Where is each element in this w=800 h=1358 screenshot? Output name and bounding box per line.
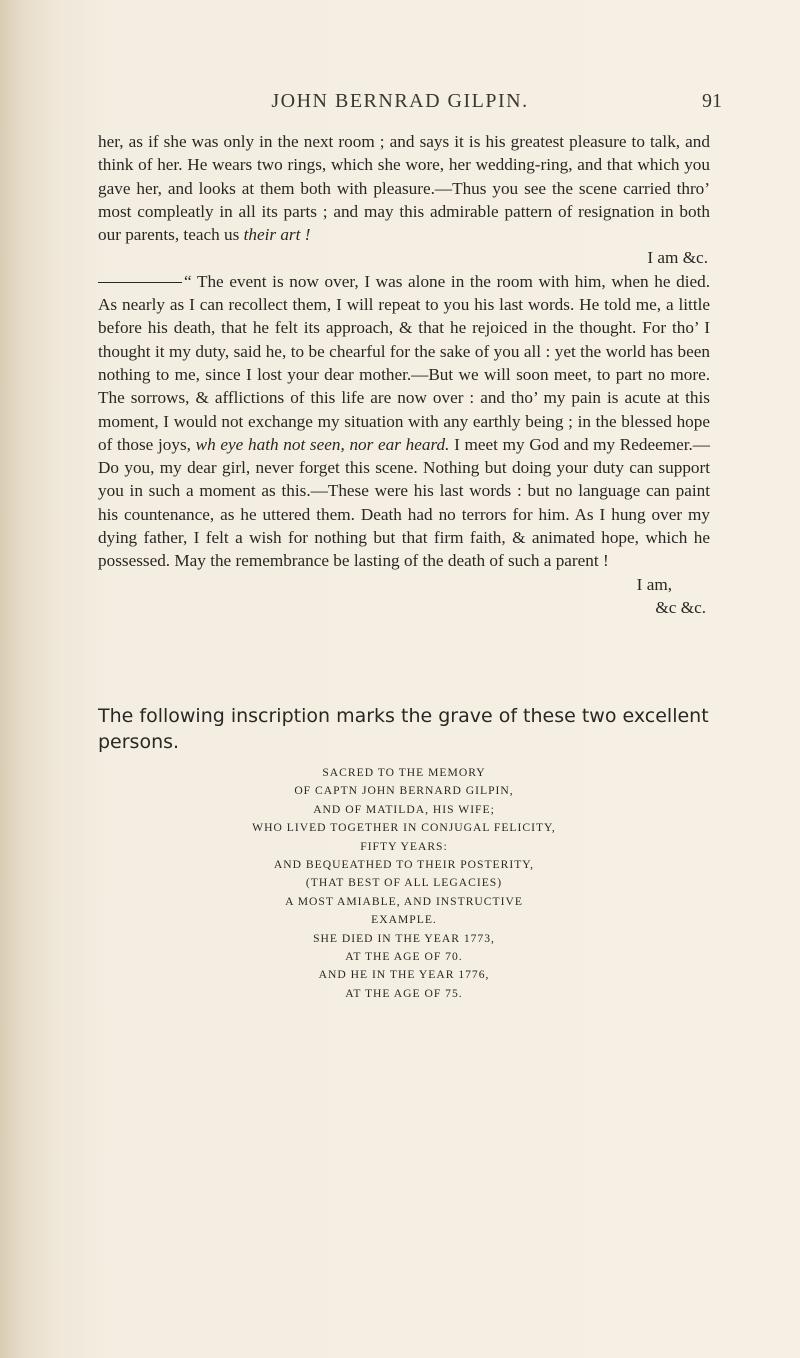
letter-1-text: her, as if she was only in the next room ; and says it is his greatest pleasure to talk, and think of her. He wears two rings, which she wore, her wedding-ring, and that which you gave her, and looks at them both with pleasure.—Thus you see the scene carried thro’ most compleatly in all its parts ; and may this admirable pattern of resignation in both our parents, teach us [98, 132, 710, 245]
letter-2-text: “ The event is now over, I was alone in the room with him, when he died. As nearly as I can recollect them, I will repeat to you his last words. He told me, a little before his death, that he felt its approach, & that he rejoiced in the thought. For tho’ I thought it my duty, said he, to be chearful for the sake of you all : yet the world has been nothing to me, since I lost your dear mother.—But we will soon meet, to part no more. The sorrows, & afflictions of this life are now over : and tho’ my pain is acute at this moment, I would not exchange my situation with any earthly being ; in the blessed hope of those joys, [98, 271, 710, 454]
letter-2-continuation: I meet my God and my Redeemer.—Do you, my dear girl, never forget this scene. Nothing but doing your duty can support you in such a moment as this.—These were his last words : but no language can paint his countenance, as he uttered them. Death had no terrors for him. As I hung over my dying father, I felt a wish for nothing but that firm faith, & animated hope, which he possessed. May the remembrance be lasting of the death of such a parent ! [98, 434, 710, 571]
letter-2-closing-2: &c &c. [655, 597, 706, 617]
running-head [0, 90, 800, 120]
inscription-line: (THAT BEST OF ALL LEGACIES) [305, 876, 503, 890]
inscription-line: AT THE AGE OF 75. [345, 986, 463, 1000]
inscription-line: AND OF MATILDA, HIS WIFE; [313, 802, 495, 816]
inscription-line: SACRED TO THE MEMORY [322, 766, 486, 779]
inscription-line: FIFTY YEARS: [360, 839, 448, 853]
inscription-line: AND HE IN THE YEAR 1776, [318, 968, 490, 982]
inscription-line: SHE DIED IN THE YEAR 1773, [313, 931, 495, 945]
inscription-line: WHO LIVED TOGETHER IN CONJUGAL FELICITY, [252, 821, 556, 835]
inscription [98, 764, 710, 1003]
letter-body [98, 130, 710, 619]
em-dash-rule [98, 282, 182, 283]
running-title: JOHN BERNRAD GILPIN. [271, 90, 529, 112]
inscription-intro: The following inscription marks the grave of these two excellent persons. [98, 705, 709, 753]
letter-2-emphasis: wh eye hath not seen, nor ear heard. [195, 434, 450, 454]
letter-2-paragraph [98, 270, 710, 573]
letter-1-paragraph [98, 130, 710, 246]
letter-1-emphasis: their art ! [243, 225, 311, 245]
inscription-line: AND BEQUEATHED TO THEIR POSTERITY, [273, 858, 535, 872]
inscription-line: EXAMPLE. [371, 913, 437, 927]
letter-2-closing-1: I am, [636, 574, 672, 594]
page-number: 91 [702, 90, 722, 112]
inscription-line: OF CAPTN JOHN BERNARD GILPIN, [294, 784, 514, 798]
inscription-line: AT THE AGE OF 70. [345, 950, 463, 964]
letter-1-closing: I am &c. [647, 248, 708, 268]
inscription-line: A MOST AMIABLE, AND INSTRUCTIVE [285, 894, 523, 908]
